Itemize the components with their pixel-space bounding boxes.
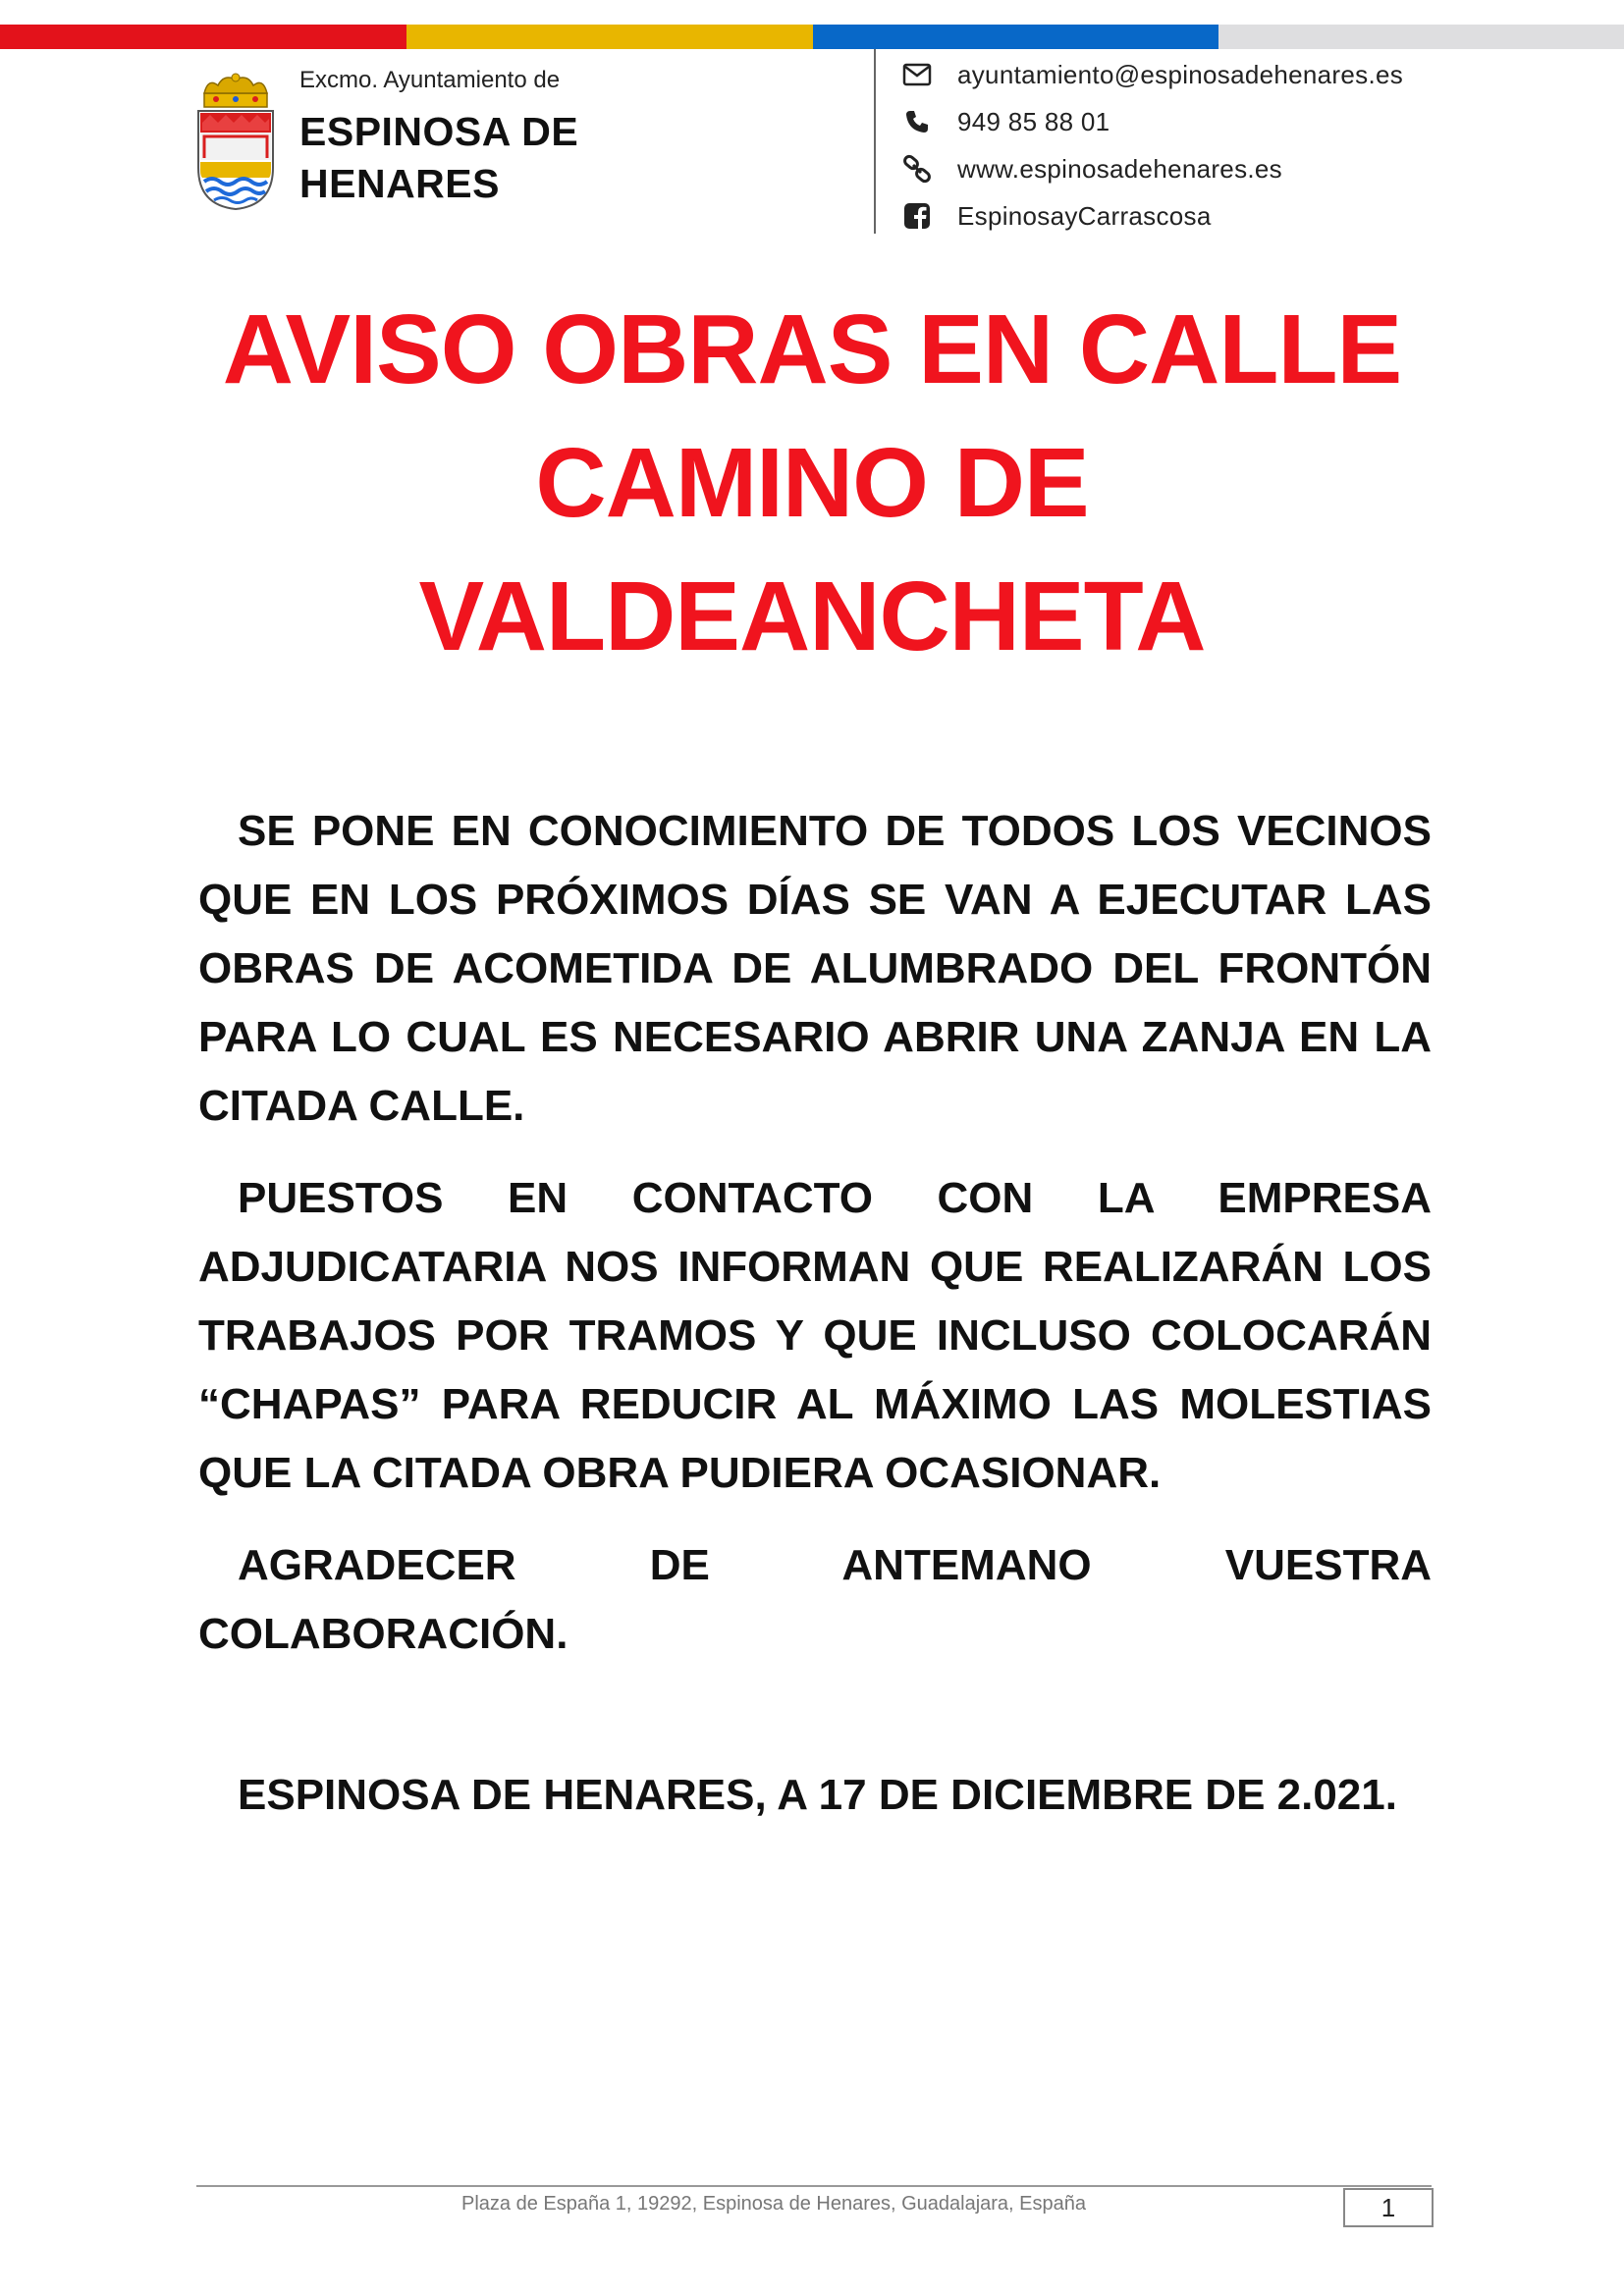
- phone-icon: [898, 103, 936, 140]
- stripe-gray: [1218, 25, 1624, 49]
- page-number: 1: [1343, 2188, 1434, 2227]
- org-name-line2: HENARES: [299, 161, 500, 206]
- color-stripe-bar: [0, 25, 1624, 49]
- notice-title: [147, 283, 1477, 683]
- contact-list: [898, 51, 1403, 240]
- contact-facebook-text: EspinosayCarrascosa: [957, 200, 1212, 231]
- footer-address: Plaza de España 1, 19292, Espinosa de Henares, Guadalajara, España: [461, 2193, 1086, 2215]
- notice-paragraph-3: AGRADECER DE ANTEMANO VUESTRA COLABORACIÓN.: [198, 1541, 1432, 1658]
- notice-signoff: ESPINOSA DE HENARES, A 17 DE DICIEMBRE DE 2.021.: [238, 1771, 1397, 1819]
- footer-divider: [196, 2185, 1432, 2187]
- notice-title-line3: VALDEANCHETA: [418, 561, 1206, 671]
- notice-paragraph-2: PUESTOS EN CONTACTO CON LA EMPRESA ADJUDICATARIA NOS INFORMAN QUE REALIZARÁN LOS TRABAJOS POR TRAMOS Y QUE INCLUSO COLOCARÁN “CHAPAS” PARA REDUCIR AL MÁXIMO LAS MOLESTIAS QUE LA CITADA OBRA PUDIERA OCASIONAR.: [198, 1174, 1432, 1497]
- contact-website-text: www.espinosadehenares.es: [957, 153, 1282, 184]
- header-divider: [874, 49, 876, 234]
- org-prefix: Excmo. Ayuntamiento de: [299, 67, 561, 93]
- organization-block: [299, 67, 578, 210]
- coat-of-arms-logo: [194, 72, 277, 211]
- contact-phone[interactable]: [898, 98, 1403, 145]
- org-name: [299, 106, 578, 210]
- stripe-red: [0, 25, 406, 49]
- contact-facebook[interactable]: [898, 192, 1403, 240]
- notice-title-line2: CAMINO DE: [535, 428, 1089, 538]
- notice-body: [198, 797, 1432, 1830]
- contact-email-text: ayuntamiento@espinosadehenares.es: [957, 59, 1404, 89]
- stripe-yellow: [406, 25, 813, 49]
- notice-paragraph-1: SE PONE EN CONOCIMIENTO DE TODOS LOS VECINOS QUE EN LOS PRÓXIMOS DÍAS SE VAN A EJECUTAR LAS OBRAS DE ACOMETIDA DE ALUMBRADO DEL FRONTÓN PARA LO CUAL ES NECESARIO ABRIR UNA ZANJA EN LA CITADA CALLE.: [198, 807, 1432, 1130]
- contact-email[interactable]: [898, 51, 1403, 98]
- facebook-icon: [898, 197, 936, 235]
- stripe-blue: [813, 25, 1218, 49]
- notice-title-line1: AVISO OBRAS EN CALLE: [222, 294, 1402, 404]
- contact-website[interactable]: [898, 145, 1403, 192]
- link-icon: [898, 150, 936, 187]
- org-name-line1: ESPINOSA DE: [299, 109, 579, 154]
- envelope-icon: [898, 56, 936, 93]
- contact-phone-text: 949 85 88 01: [957, 106, 1110, 136]
